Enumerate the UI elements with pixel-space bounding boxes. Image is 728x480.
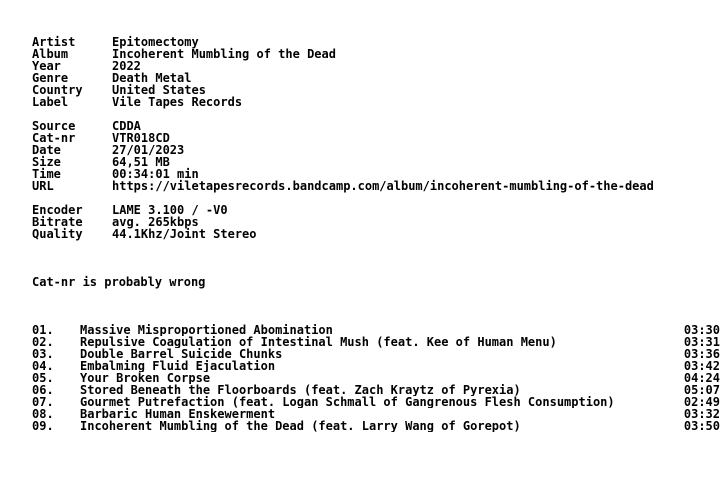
info-row-label bbox=[32, 96, 722, 108]
track-duration: 03:31 bbox=[683, 335, 720, 349]
info-value: avg. 265kbps bbox=[112, 215, 199, 229]
track-number: 02. bbox=[32, 335, 54, 349]
info-key: Country bbox=[32, 83, 83, 97]
track-row bbox=[32, 396, 722, 408]
info-value: Incoherent Mumbling of the Dead bbox=[112, 47, 336, 61]
encoding-info-section bbox=[32, 204, 722, 240]
track-number: 09. bbox=[32, 419, 54, 433]
info-value: Epitomectomy bbox=[112, 35, 199, 49]
blank-lines bbox=[32, 288, 722, 324]
track-number: 07. bbox=[32, 395, 54, 409]
track-title: Repulsive Coagulation of Intestinal Mush (feat. Kee of Human Menu) bbox=[80, 336, 557, 348]
track-row bbox=[32, 408, 722, 420]
track-number: 06. bbox=[32, 383, 54, 397]
track-row bbox=[32, 348, 722, 360]
info-key: Size bbox=[32, 155, 61, 169]
track-duration: 02:49 bbox=[683, 395, 720, 409]
info-value: 27/01/2023 bbox=[112, 143, 185, 157]
info-row-url bbox=[32, 180, 722, 192]
track-title: Incoherent Mumbling of the Dead (feat. Larry Wang of Gorepot) bbox=[80, 420, 521, 432]
info-value: Death Metal bbox=[112, 71, 192, 85]
info-key: URL bbox=[32, 179, 54, 193]
track-title: Barbaric Human Enskewerment bbox=[80, 408, 276, 420]
track-title: Gourmet Putrefaction (feat. Logan Schmall of Gangrenous Flesh Consumption) bbox=[80, 396, 615, 408]
release-info-section bbox=[32, 36, 722, 108]
track-duration: 04:24 bbox=[683, 371, 720, 385]
track-duration: 03:30 bbox=[683, 323, 720, 337]
info-key: Date bbox=[32, 143, 61, 157]
info-key: Artist bbox=[32, 35, 76, 49]
info-key: Genre bbox=[32, 71, 69, 85]
info-row-quality bbox=[32, 228, 722, 240]
track-number: 08. bbox=[32, 407, 54, 421]
info-value: United States bbox=[112, 83, 206, 97]
info-key: Time bbox=[32, 167, 61, 181]
track-duration: 03:50 bbox=[683, 419, 720, 433]
track-number: 05. bbox=[32, 371, 54, 385]
track-title: Stored Beneath the Floorboards (feat. Zach Kraytz of Pyrexia) bbox=[80, 384, 521, 396]
track-row bbox=[32, 384, 722, 396]
track-title: Embalming Fluid Ejaculation bbox=[80, 360, 276, 372]
track-number: 01. bbox=[32, 323, 54, 337]
blank-lines bbox=[32, 240, 722, 276]
track-title: Massive Misproportioned Abomination bbox=[80, 324, 333, 336]
note-text: Cat-nr is probably wrong bbox=[32, 275, 206, 289]
track-duration: 03:42 bbox=[683, 359, 720, 373]
track-duration: 03:36 bbox=[683, 347, 720, 361]
track-duration: 03:32 bbox=[683, 407, 720, 421]
source-info-section bbox=[32, 120, 722, 192]
info-key: Label bbox=[32, 95, 69, 109]
info-key: Bitrate bbox=[32, 215, 83, 229]
info-value: CDDA bbox=[112, 119, 141, 133]
info-value: LAME 3.100 / -V0 bbox=[112, 203, 228, 217]
info-value: VTR018CD bbox=[112, 131, 170, 145]
info-value: 44.1Khz/Joint Stereo bbox=[112, 227, 257, 241]
track-row bbox=[32, 324, 722, 336]
track-duration: 05:07 bbox=[683, 383, 720, 397]
info-key: Cat-nr bbox=[32, 131, 76, 145]
tracklist bbox=[32, 324, 722, 432]
info-key: Album bbox=[32, 47, 69, 61]
info-value: Vile Tapes Records bbox=[112, 95, 243, 109]
track-number: 04. bbox=[32, 359, 54, 373]
track-row bbox=[32, 336, 722, 348]
info-key: Year bbox=[32, 59, 61, 73]
url-value: https://viletapesrecords.bandcamp.com/album/incoherent-mumbling-of-the-dead bbox=[112, 179, 654, 193]
info-value: 00:34:01 min bbox=[112, 167, 199, 181]
track-row bbox=[32, 372, 722, 384]
info-key: Quality bbox=[32, 227, 83, 241]
nfo-document bbox=[32, 36, 722, 432]
info-key: Encoder bbox=[32, 203, 83, 217]
info-value: 2022 bbox=[112, 59, 141, 73]
info-value: 64,51 MB bbox=[112, 155, 170, 169]
track-title: Double Barrel Suicide Chunks bbox=[80, 348, 283, 360]
track-number: 03. bbox=[32, 347, 54, 361]
track-row bbox=[32, 360, 722, 372]
track-title: Your Broken Corpse bbox=[80, 372, 211, 384]
track-row bbox=[32, 420, 722, 432]
info-key: Source bbox=[32, 119, 76, 133]
